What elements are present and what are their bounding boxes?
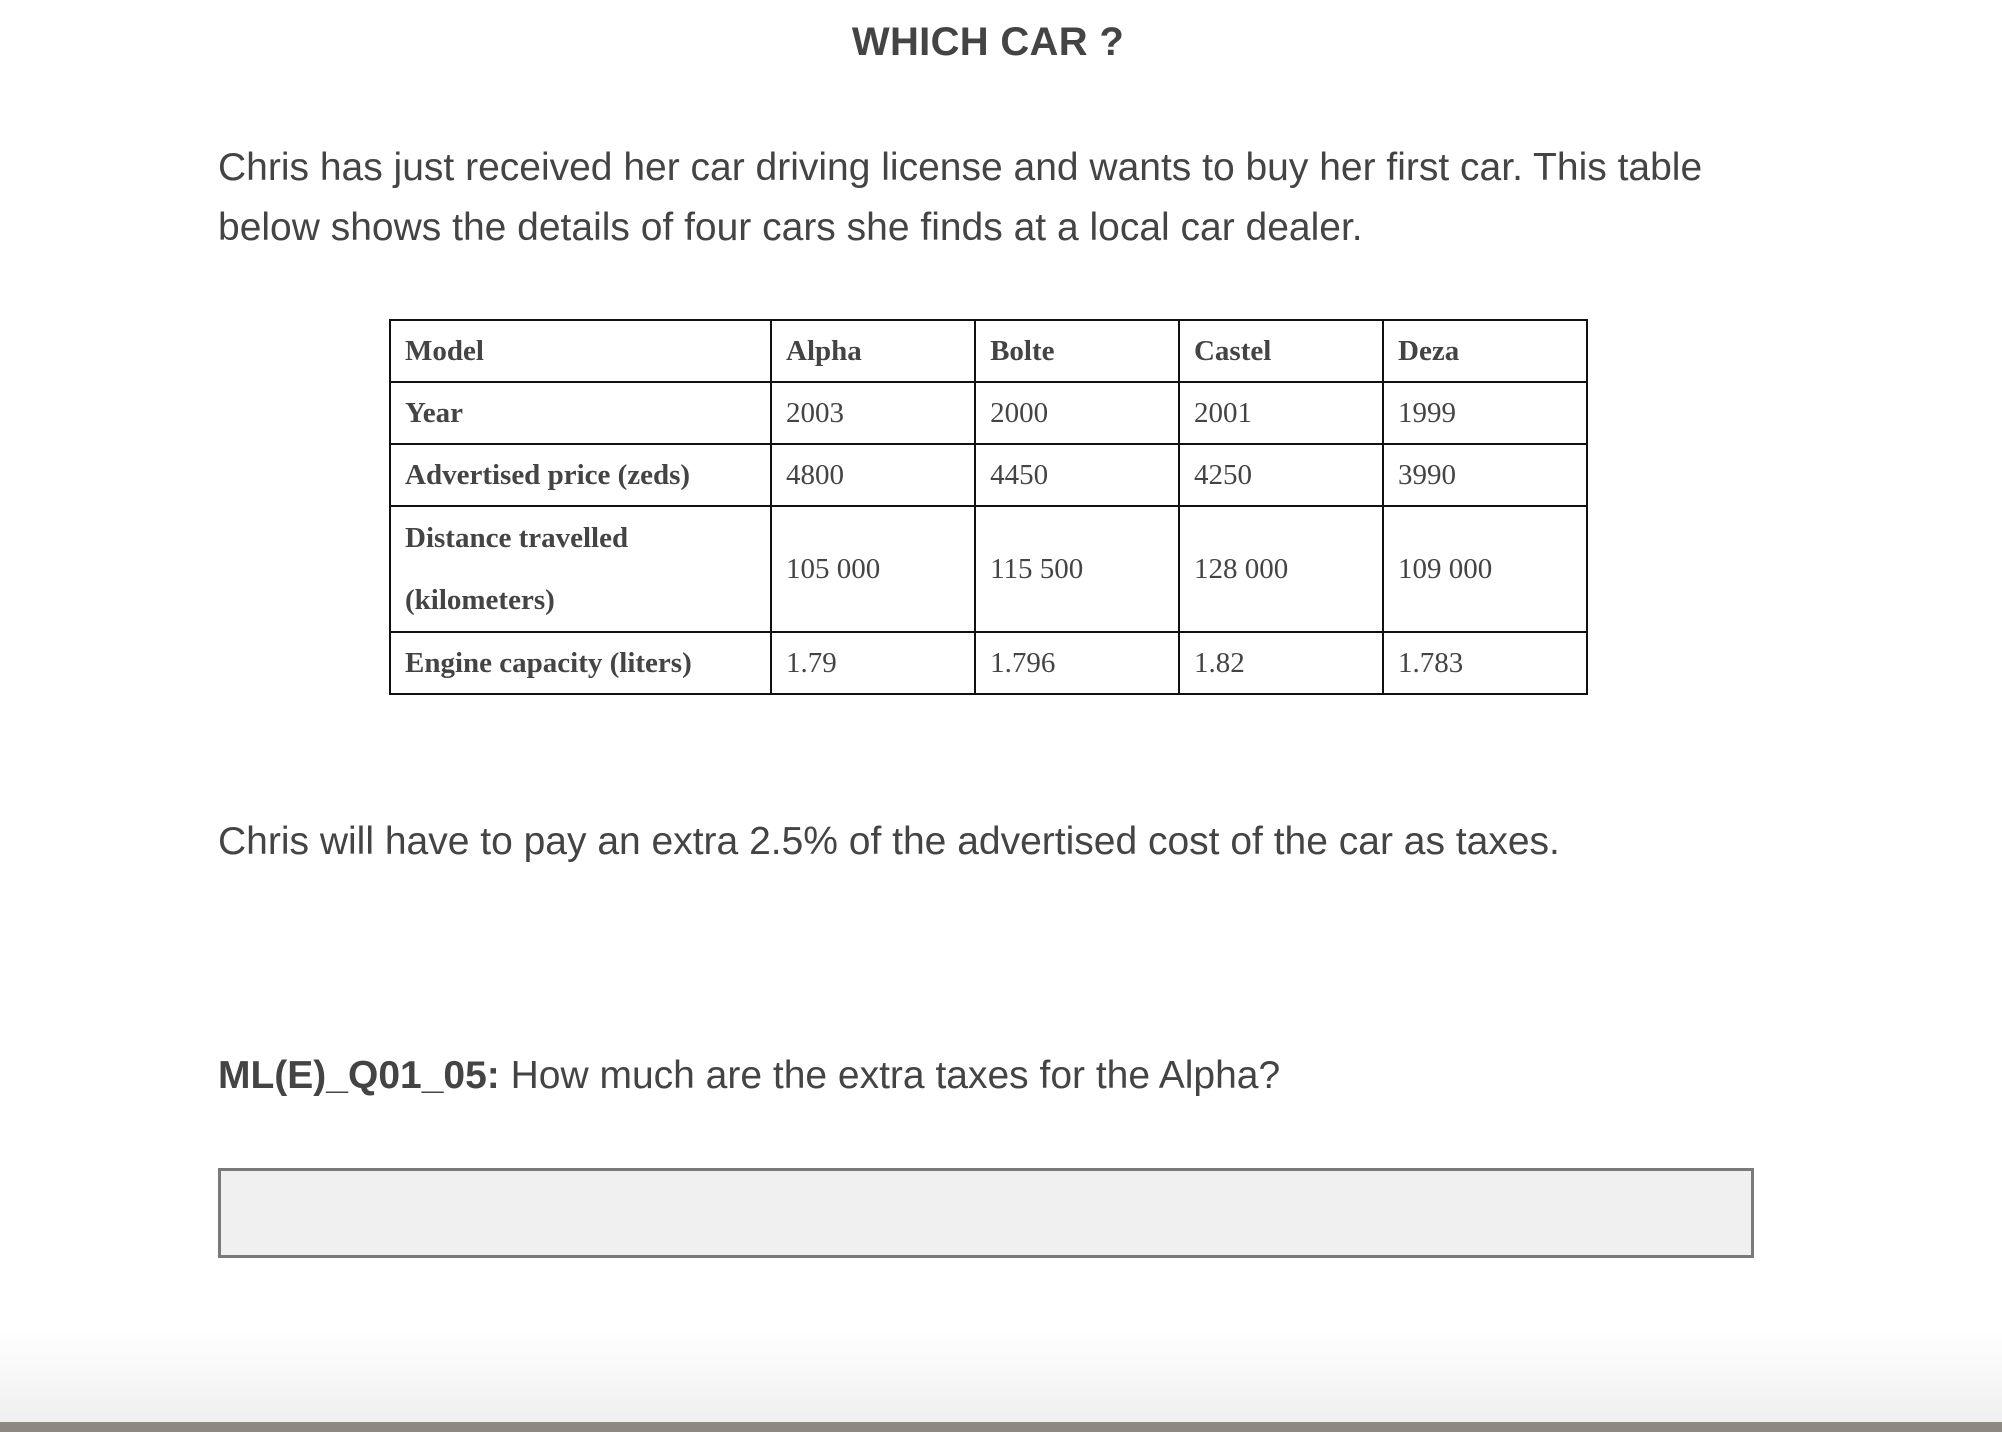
table-header-row xyxy=(390,320,1587,382)
header-model-label: Model xyxy=(390,320,771,382)
answer-input[interactable] xyxy=(218,1168,1754,1258)
cell-price-bolte: 4450 xyxy=(975,444,1179,506)
header-bolte: Bolte xyxy=(975,320,1179,382)
table-row-year xyxy=(390,382,1587,444)
row-label-distance xyxy=(390,506,771,632)
cell-year-deza: 1999 xyxy=(1383,382,1587,444)
cell-engine-deza: 1.783 xyxy=(1383,632,1587,694)
question-text: How much are the extra taxes for the Alpha? xyxy=(499,1054,1281,1097)
question-id: ML(E)_Q01_05: xyxy=(218,1054,500,1097)
cell-price-castel: 4250 xyxy=(1179,444,1383,506)
cell-engine-castel: 1.82 xyxy=(1179,632,1383,694)
cell-price-alpha: 4800 xyxy=(771,444,975,506)
table-row-engine xyxy=(390,632,1587,694)
cell-distance-castel: 128 000 xyxy=(1179,506,1383,632)
bottom-bar xyxy=(0,1422,2002,1432)
intro-paragraph: Chris has just received her car driving license and wants to buy her first car. This table below shows the details of four cars she finds at a local car dealer. xyxy=(218,146,1703,249)
cell-engine-alpha: 1.79 xyxy=(771,632,975,694)
cell-year-bolte: 2000 xyxy=(975,382,1179,444)
cell-engine-bolte: 1.796 xyxy=(975,632,1179,694)
row-label-distance-line2: (kilometers) xyxy=(405,584,555,616)
cell-distance-alpha: 105 000 xyxy=(771,506,975,632)
cell-year-alpha: 2003 xyxy=(771,382,975,444)
cell-distance-bolte: 115 500 xyxy=(975,506,1179,632)
cell-distance-deza: 109 000 xyxy=(1383,506,1587,632)
row-label-price: Advertised price (zeds) xyxy=(390,444,771,506)
cell-year-castel: 2001 xyxy=(1179,382,1383,444)
row-label-engine: Engine capacity (liters) xyxy=(390,632,771,694)
table-row-price xyxy=(390,444,1587,506)
header-castel: Castel xyxy=(1179,320,1383,382)
row-label-distance-line1: Distance travelled xyxy=(405,522,629,554)
cell-price-deza: 3990 xyxy=(1383,444,1587,506)
row-label-year: Year xyxy=(390,382,771,444)
bottom-fade xyxy=(0,1330,2002,1422)
page-title: WHICH CAR ? xyxy=(851,20,1125,64)
tax-note: Chris will have to pay an extra 2.5% of the advertised cost of the car as taxes. xyxy=(218,820,1560,863)
header-alpha: Alpha xyxy=(771,320,975,382)
question-prompt xyxy=(218,1054,1280,1098)
table-row-distance xyxy=(390,506,1587,632)
header-deza: Deza xyxy=(1383,320,1587,382)
car-comparison-table xyxy=(389,319,1588,695)
